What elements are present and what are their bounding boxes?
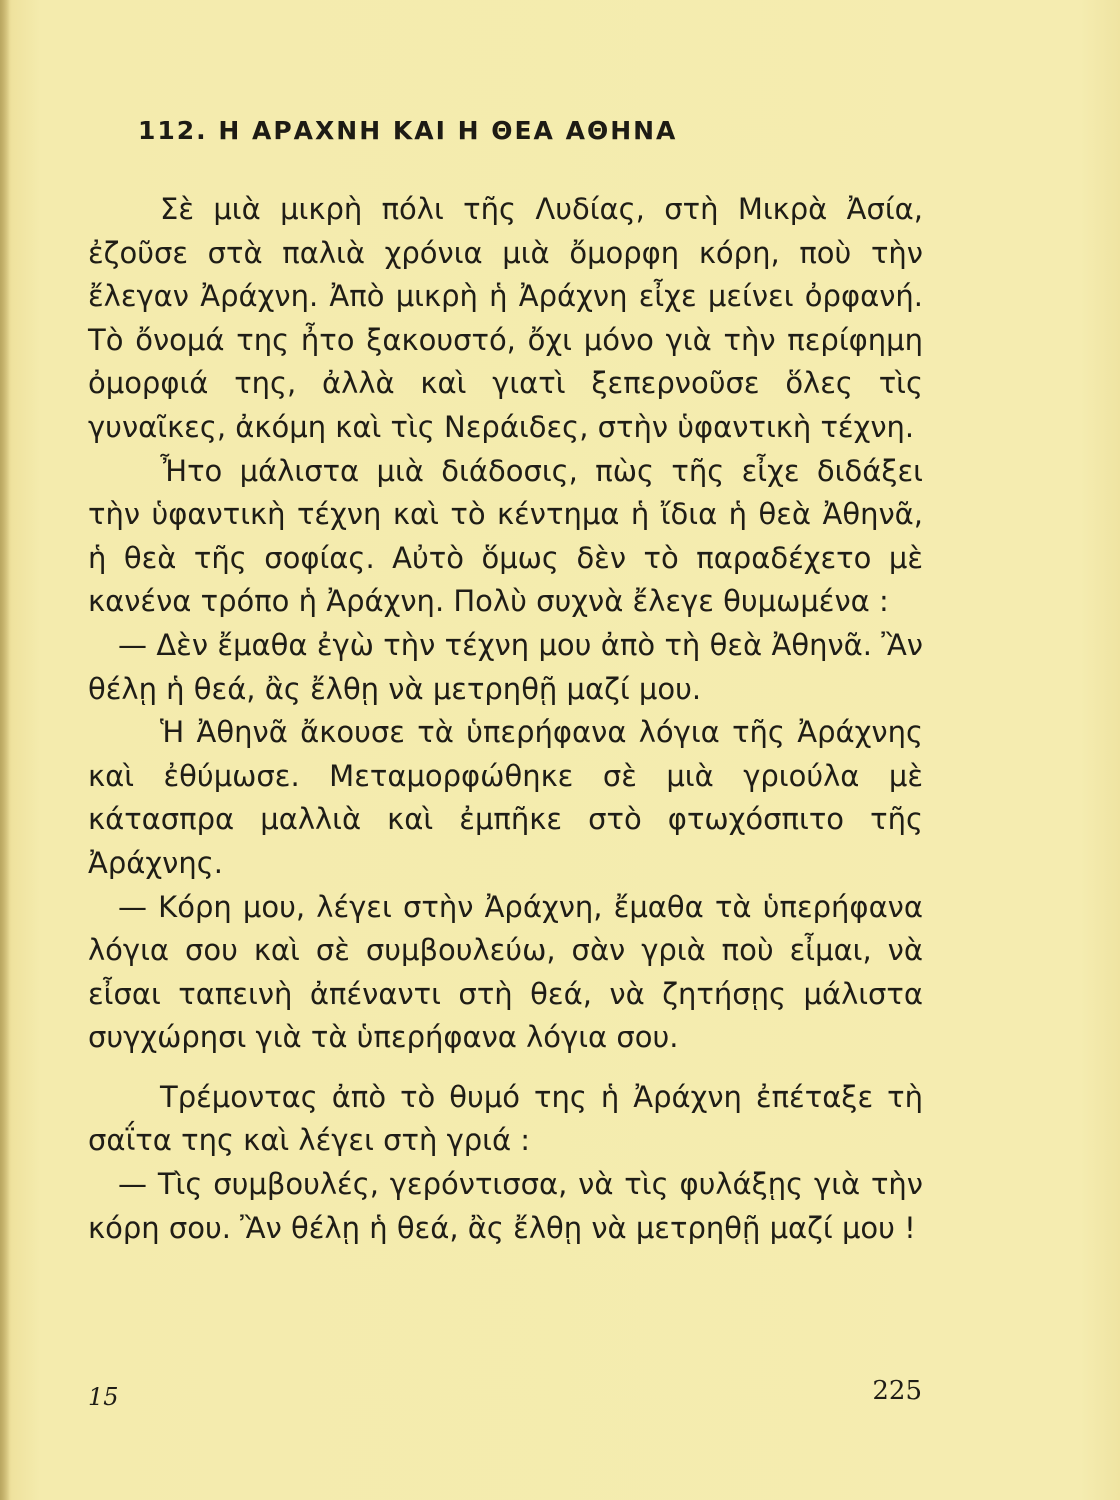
paragraph-1: Σὲ μιὰ μικρὴ πόλι τῆς Λυδίας, στὴ Μικρὰ Ἀσία, ἐζοῦσε στὰ παλιὰ χρόνια μιὰ ὄμορφη κόρη, ποὺ τὴν ἔλεγαν Ἀράχνη. Ἀπὸ μικρὴ ἡ Ἀράχνη εἶχε μείνει ὀρφανή. Τὸ ὄνομά της ἦτο ξακουστό, ὄχι μόνο γιὰ τὴν περίφημη ὀμορφιά της, ἀλλὰ καὶ γιατὶ ξεπερνοῦσε ὅλες τὶς γυναῖκες, ἀκόμη καὶ τὶς Νεράιδες, στὴν ὑφαντικὴ τέχνη.	[88, 192, 923, 444]
paragraph-2: Ἦτο μάλιστα μιὰ διάδοσις, πὼς τῆς εἶχε διδάξει τὴν ὑφαντικὴ τέχνη καὶ τὸ κέντημα ἡ ἴδια ἡ θεὰ Ἀθηνᾶ, ἡ θεὰ τῆς σοφίας. Αὐτὸ ὅμως δὲν τὸ παραδέχετο μὲ κανένα τρόπο ἡ Ἀράχνη. Πολὺ συχνὰ ἔλεγε θυμωμένα :	[88, 453, 923, 619]
paragraph-3-dialogue: — Δὲν ἔμαθα ἐγὼ τὴν τέχνη μου ἀπὸ τὴ θεὰ Ἀθηνᾶ. Ἂν θέλῃ ἡ θεά, ἂς ἔλθῃ νὰ μετρηθῇ μαζί μου.	[88, 627, 923, 706]
paragraph-7-dialogue: — Τὶς συμβουλές, γερόντισσα, νὰ τὶς φυλάξῃς γιὰ τὴν κόρη σου. Ἂν θέλῃ ἡ θεά, ἂς ἔλθῃ νὰ μετρηθῇ μαζί μου !	[88, 1167, 923, 1245]
body-text	[88, 188, 923, 1250]
paragraph-4: Ἡ Ἀθηνᾶ ἄκουσε τὰ ὑπερήφανα λόγια τῆς Ἀράχνης καὶ ἐθύμωσε. Μεταμορφώθηκε σὲ μιὰ γριούλα μὲ κάτασπρα μαλλιὰ καὶ ἐμπῆκε στὸ φτωχόσπιτο τῆς Ἀράχνης.	[88, 715, 923, 880]
page-number: 225	[872, 1376, 922, 1406]
paragraph-5-dialogue: — Κόρη μου, λέγει στὴν Ἀράχνη, ἔμαθα τὰ ὑπερήφανα λόγια σου καὶ σὲ συμβουλεύω, σὰν γριὰ ποὺ εἶμαι, νὰ εἶσαι ταπεινὴ ἀπέναντι στὴ θεά, νὰ ζητήσῃς μάλιστα συγχώρησι γιὰ τὰ ὑπερήφανα λόγια σου.	[88, 889, 923, 1055]
paragraph-gap	[88, 1060, 923, 1076]
paragraph-6: Τρέμοντας ἀπὸ τὸ θυμό της ἡ Ἀράχνη ἐπέταξε τὴ σαΐτα της καὶ λέγει στὴ γριά :	[88, 1079, 923, 1158]
chapter-title: 112. Η ΑΡΑΧΝΗ ΚΑΙ Η ΘΕΑ ΑΘΗΝΑ	[138, 116, 678, 145]
page-edge-shadow	[0, 0, 10, 1500]
signature-mark: 15	[88, 1383, 119, 1411]
